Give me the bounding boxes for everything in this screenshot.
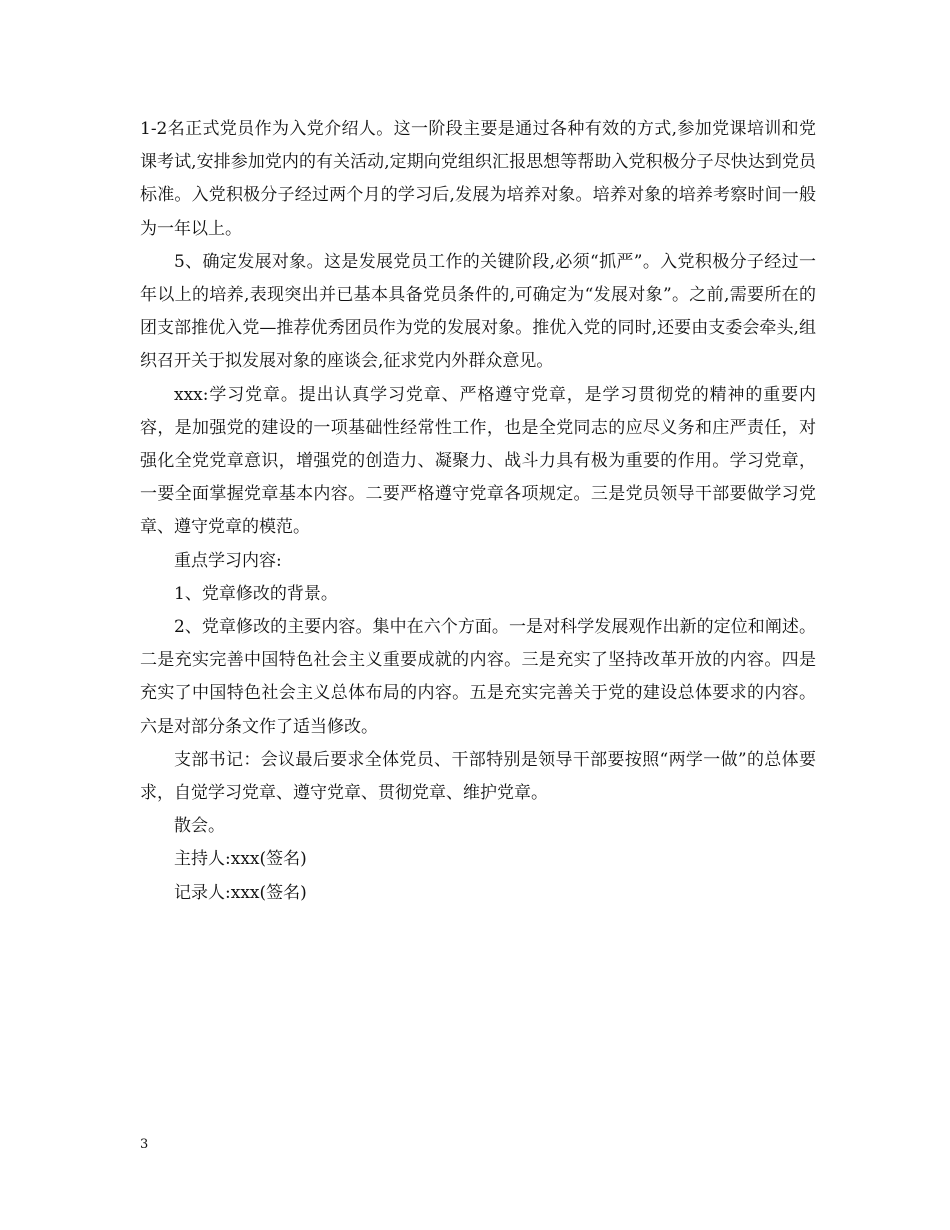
- paragraph-item-2: 2、党章修改的主要内容。集中在六个方面。一是对科学发展观作出新的定位和阐述。二是充实完善中国特色社会主义重要成就的内容。三是充实了坚持改革开放的内容。四是充实了中国特色社会主义总体布局的内容。五是充实完善关于党的建设总体要求的内容。六是对部分条文作了适当修改。: [140, 617, 816, 737]
- paragraph-key-content-heading: 重点学习内容:: [174, 550, 282, 571]
- paragraph-introducer-stage: 1-2名正式党员作为入党介绍人。这一阶段主要是通过各种有效的方式,参加党课培训和党课考试,安排参加党内的有关活动,定期向党组织汇报思想等帮助入党积极分子尽快达到党员标准。入党积极分子经过两个月的学习后,发展为培养对象。培养对象的培养考察时间一般为一年以上。: [140, 119, 816, 239]
- paragraph-study-constitution: xxx:学习党章。提出认真学习党章、严格遵守党章，是学习贯彻党的精神的重要内容，是加强党的建设的一项基础性经常性工作，也是全党同志的应尽义务和庄严责任，对强化全党党章意识，增强党的创造力、凝聚力、战斗力具有极为重要的作用。学习党章，一要全面掌握党章基本内容。二要严格遵守党章各项规定。三是党员领导干部要做学习党章、遵守党章的模范。: [140, 384, 816, 538]
- paragraph-development-target: 5、确定发展对象。这是发展党员工作的关键阶段,必须“抓严”。入党积极分子经过一年以上的培养,表现突出并已基本具备党员条件的,可确定为“发展对象”。之前,需要所在的团支部推优入党—推荐优秀团员作为党的发展对象。推优入党的同时,还要由支委会牵头,组织召开关于拟发展对象的座谈会,征求党内外群众意见。: [140, 251, 816, 372]
- document-body: [140, 113, 816, 910]
- paragraph-item-1: 1、党章修改的背景。: [174, 583, 338, 604]
- page-number: 3: [140, 1137, 149, 1152]
- paragraph-secretary-remarks: 支部书记：会议最后要求全体党员、干部特别是领导干部要按照“两学一做”的总体要求，自觉学习党章、遵守党章、贯彻党章、维护党章。: [140, 749, 816, 804]
- paragraph-host-signature: 主持人:xxx(签名): [174, 849, 307, 870]
- paragraph-recorder-signature: 记录人:xxx(签名): [174, 882, 307, 903]
- paragraph-adjourn: 散会。: [174, 816, 225, 837]
